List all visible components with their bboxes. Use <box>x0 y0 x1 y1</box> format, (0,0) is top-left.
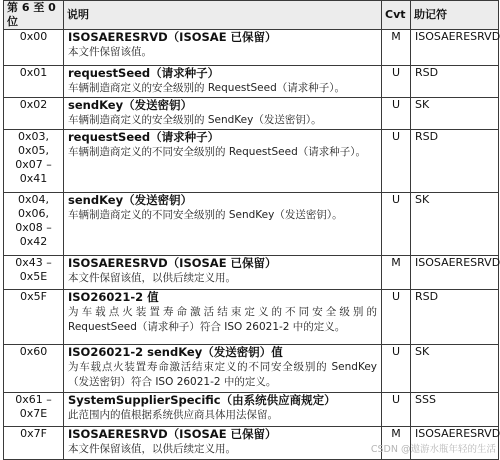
header-bits: 第 6 至 0 位 <box>4 1 64 30</box>
cvt-value: M <box>382 256 411 290</box>
table-row <box>4 98 499 130</box>
table-row <box>4 193 499 256</box>
subfunction-id: 0x60 <box>4 345 64 393</box>
description-cell <box>64 193 382 256</box>
table-row <box>4 30 499 66</box>
subfunction-id: 0x61 – 0x7E <box>4 393 64 427</box>
subfunction-id: 0x7F <box>4 427 64 460</box>
description-cell <box>64 393 382 427</box>
table-body <box>4 30 499 460</box>
table-header-row <box>4 1 499 30</box>
description-title: sendKey（发送密钥） <box>68 193 193 207</box>
description-text: 车辆制造商定义的不同安全级别的 RequestSeed（请求种子）。 <box>68 146 366 158</box>
description-cell <box>64 290 382 345</box>
description-title: ISOSAERESRVD（ISOSAE 已保留） <box>68 256 277 270</box>
table-row <box>4 393 499 427</box>
description-cell <box>64 256 382 290</box>
cvt-value: U <box>382 193 411 256</box>
subfunction-id: 0x04, 0x06, 0x08 – 0x42 <box>4 193 64 256</box>
mnemonic-value: SK <box>411 193 499 256</box>
subfunction-id: 0x5F <box>4 290 64 345</box>
description-text: 本文件保留该值，以供后续定义用。 <box>68 443 236 455</box>
description-text: 本文件保留该值。 <box>68 46 152 58</box>
mnemonic-value: ISOSAERESRVD <box>411 427 499 460</box>
mnemonic-value: SK <box>411 98 499 130</box>
description-cell <box>64 130 382 193</box>
mnemonic-value: RSD <box>411 290 499 345</box>
table-row <box>4 290 499 345</box>
watermark: CSDN @遨游水瓶年轻的生活 <box>370 444 496 455</box>
description-title: ISO26021-2 值 <box>68 290 159 304</box>
description-text: 为车载点火装置寿命激活结束定义的不同安全级别的 RequestSeed（请求种子）符合 ISO 26021-2 中的定义。 <box>68 306 377 333</box>
cvt-value: U <box>382 290 411 345</box>
header-cvt: Cvt <box>382 1 411 30</box>
mnemonic-value: ISOSAERESRVD <box>411 30 499 66</box>
mnemonic-value: SK <box>411 345 499 393</box>
cvt-value: U <box>382 130 411 193</box>
mnemonic-value: RSD <box>411 66 499 98</box>
description-text: 本文件保留该值，以供后续定义用。 <box>68 272 236 284</box>
description-text: 车辆制造商定义的安全级别的 RequestSeed（请求种子）。 <box>68 82 345 94</box>
table-row <box>4 130 499 193</box>
description-title: SystemSupplierSpecific（由系统供应商规定） <box>68 393 336 407</box>
mnemonic-value: ISOSAERESRVD <box>411 256 499 290</box>
description-cell <box>64 30 382 66</box>
description-cell <box>64 66 382 98</box>
description-title: ISO26021-2 sendKey（发送密钥）值 <box>68 345 283 359</box>
subfunction-id: 0x00 <box>4 30 64 66</box>
description-text: 为车载点火装置寿命激活结束定义的不同安全级别的 SendKey（发送密钥）符合 ISO 26021-2 中的定义。 <box>68 361 377 388</box>
description-cell <box>64 427 382 460</box>
description-text: 车辆制造商定义的安全级别的 SendKey（发送密钥）。 <box>68 114 322 126</box>
description-cell <box>64 345 382 393</box>
cvt-value: U <box>382 345 411 393</box>
description-cell <box>64 98 382 130</box>
description-text: 车辆制造商定义的不同安全级别的 SendKey（发送密钥）。 <box>68 209 343 221</box>
subfunction-table <box>3 0 499 460</box>
header-description: 说明 <box>64 1 382 30</box>
description-title: sendKey（发送密钥） <box>68 98 193 112</box>
cvt-value: U <box>382 98 411 130</box>
subfunction-id: 0x01 <box>4 66 64 98</box>
table-row <box>4 345 499 393</box>
cvt-value: M <box>382 427 411 460</box>
description-title: requestSeed（请求种子） <box>68 66 220 80</box>
subfunction-id: 0x03, 0x05, 0x07 – 0x41 <box>4 130 64 193</box>
cvt-value: U <box>382 66 411 98</box>
description-title: requestSeed（请求种子） <box>68 130 220 144</box>
subfunction-id: 0x43 – 0x5E <box>4 256 64 290</box>
mnemonic-value: SSS <box>411 393 499 427</box>
description-text: 此范围内的值根据系统供应商具体用法保留。 <box>68 409 278 421</box>
table-row <box>4 256 499 290</box>
table-row <box>4 66 499 98</box>
mnemonic-value: RSD <box>411 130 499 193</box>
cvt-value: M <box>382 30 411 66</box>
description-title: ISOSAERESRVD（ISOSAE 已保留） <box>68 30 277 44</box>
description-title: ISOSAERESRVD（ISOSAE 已保留） <box>68 427 277 441</box>
subfunction-id: 0x02 <box>4 98 64 130</box>
header-mnemonic: 助记符 <box>411 1 499 30</box>
cvt-value: U <box>382 393 411 427</box>
